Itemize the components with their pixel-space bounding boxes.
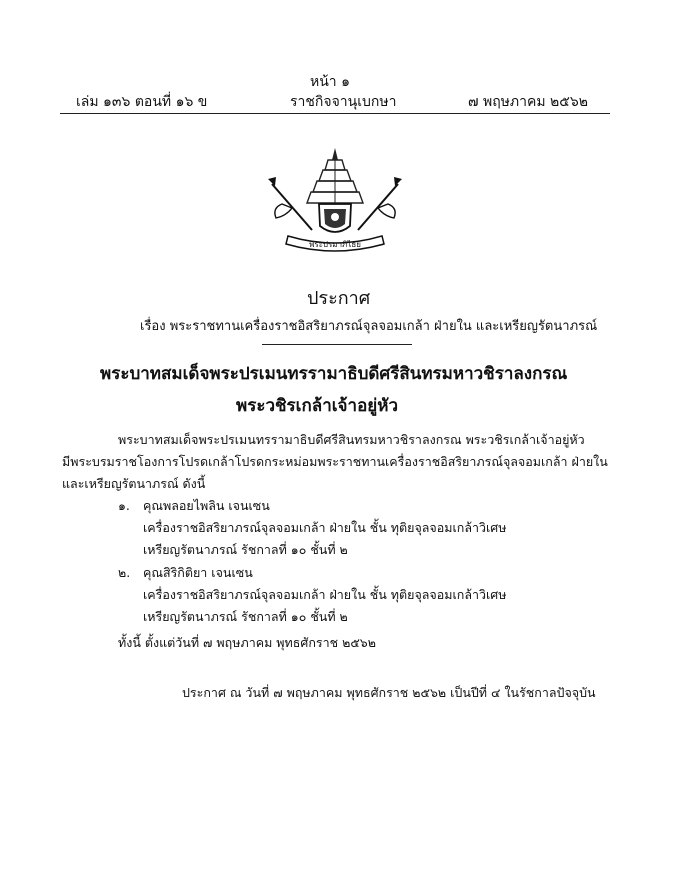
royal-seal-icon (262, 146, 408, 256)
header-rule (60, 113, 610, 114)
recipient-medal: เหรียญรัตนาภรณ์ รัชกาลที่ ๑๐ ชั้นที่ ๒ (143, 609, 348, 624)
gazette-name: ราชกิจจานุเบกษา (290, 94, 397, 110)
announcement-subject: เรื่อง พระราชทานเครื่องราชอิสริยาภรณ์จุลจอมเกล้า ฝ่ายใน และเหรียญรัตนาภรณ์ (140, 319, 598, 334)
king-title-line1: พระบาทสมเด็จพระปรเมนทรรามาธิบดีศรีสินทรมหาวชิราลงกรณ (100, 364, 568, 384)
recipient-decoration: เครื่องราชอิสริยาภรณ์จุลจอมเกล้า ฝ่ายใน ชั้น ทุติยจุลจอมเกล้าวิเศษ (143, 520, 507, 535)
recipient-medal: เหรียญรัตนาภรณ์ รัชกาลที่ ๑๐ ชั้นที่ ๒ (143, 542, 348, 557)
volume-issue: เล่ม ๑๓๖ ตอนที่ ๑๖ ข (76, 94, 208, 110)
king-title-line2: พระวชิรเกล้าเจ้าอยู่หัว (236, 396, 398, 416)
intro-line1: พระบาทสมเด็จพระปรเมนทรรามาธิบดีศรีสินทรมหาวชิราลงกรณ พระวชิรเกล้าเจ้าอยู่หัว (118, 432, 585, 447)
recipient-number: ๑. (118, 498, 130, 513)
intro-line2: มีพระบรมราชโองการโปรดเกล้าโปรดกระหม่อมพระราชทานเครื่องราชอิสริยาภรณ์จุลจอมเกล้า ฝ่ายใน (62, 454, 608, 469)
recipient-name: คุณพลอยไพลิน เจนเซน (143, 498, 270, 513)
closing-statement: ประกาศ ณ วันที่ ๗ พฤษภาคม พุทธศักราช ๒๕๖๒ เป็นปีที่ ๔ ในรัชกาลปัจจุบัน (182, 685, 596, 700)
gazette-date: ๗ พฤษภาคม ๒๕๖๒ (468, 94, 588, 110)
effective-date: ทั้งนี้ ตั้งแต่วันที่ ๗ พฤษภาคม พุทธศักราช ๒๕๖๒ (118, 635, 376, 650)
announcement-heading: ประกาศ (307, 288, 371, 309)
recipient-name: คุณสิริกิติยา เจนเซน (143, 565, 253, 580)
page-number: หน้า ๑ (310, 74, 350, 90)
seal-inscription: พระปรมาภิไธย (309, 240, 361, 249)
subject-rule (262, 344, 412, 345)
recipient-number: ๒. (118, 565, 131, 580)
intro-line3: และเหรียญรัตนาภรณ์ ดังนี้ (62, 476, 206, 491)
recipient-decoration: เครื่องราชอิสริยาภรณ์จุลจอมเกล้า ฝ่ายใน ชั้น ทุติยจุลจอมเกล้าวิเศษ (143, 587, 507, 602)
